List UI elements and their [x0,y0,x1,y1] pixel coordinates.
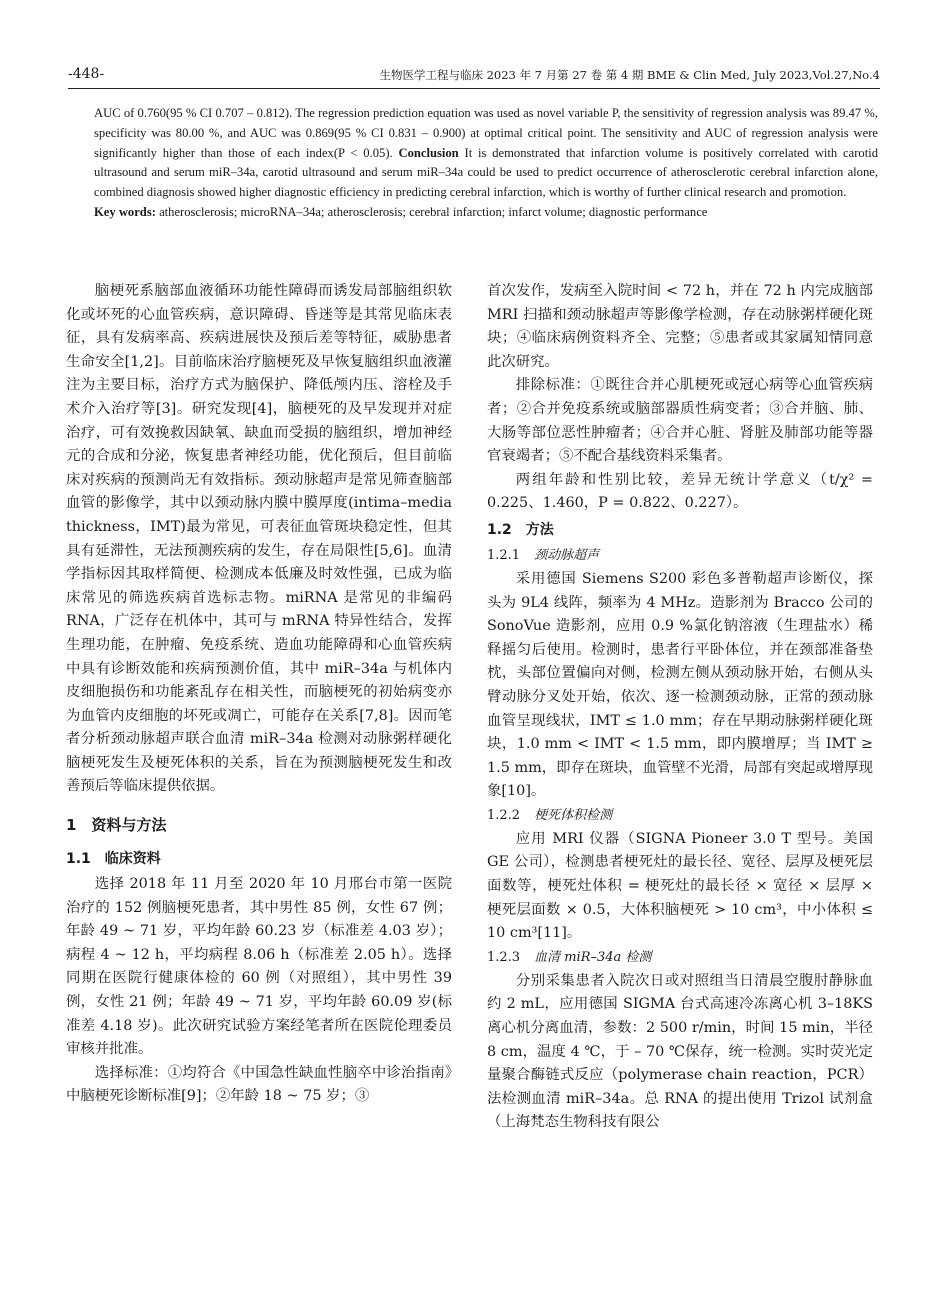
journal-citation: 生物医学工程与临床 2023 年 7 月第 27 卷 第 4 期 BME & Clin Med, July 2023,Vol.27,No.4 [379,68,880,82]
keywords-label: Key words: [94,204,156,219]
page-number: -448- [68,66,105,82]
left-column [66,280,452,1109]
mri-paragraph: 应用 MRI 仪器（SIGNA Pioneer 3.0 T 型号。美国 GE 公司），检测患者梗死灶的最长径、宽径、层厚及梗死层面数等，梗死灶体积 = 梗死灶的最长径 × 宽径 × 层厚 × 梗死层面数 × 0.5，大体积脑梗死 > 10 cm³，中小体积 ≤ 10 cm³[11]。 [487,830,873,942]
subsubsection-title: 血清 miR–34a 检测 [534,949,652,965]
subsubsection-number: 1.2.2 [487,807,521,823]
keywords-text: atherosclerosis; microRNA–34a; atherosclerosis; cerebral infarction; infarct volume; diagnostic performance [155,204,708,219]
section-heading-methods: 1 资料与方法 [66,816,167,835]
clinical-data-paragraph: 选择 2018 年 11 月至 2020 年 10 月邢台市第一医院治疗的 152 例脑梗死患者，其中男性 85 例，女性 67 例；年龄 49 ~ 71 岁，平均年龄 60.23 岁（标准差 4.03 岁）；病程 4 ~ 12 h，平均病程 8.06 h（标准差 2.05 h）。选择同期在医院行健康体检的 60 例（对照组），其中男性 39 例，女性 21 例；年龄 49 ~ 71 岁，平均年龄 60.09 岁(标准差 4.18 岁)。此次研究试验方案经笔者所在医院伦理委员审核并批准。 [66,876,452,1058]
abstract-block [94,104,878,223]
abstract-results: AUC of 0.760(95 % CI 0.707 – 0.812). The regression prediction equation was used as novel variable P, the sensitivity of regression analysis was 89.47 %, specificity was 80.00 %, and AUC was 0.869(95 % CI 0.831 – 0.900) at optimal critical point. The sensitivity and AUC of regression analysis were significantly higher than those of each index(P < 0.05). [94,106,878,160]
subsection-heading-clinical: 1.1 临床资料 [66,851,161,868]
subsubsection-heading-ultrasound [487,544,873,568]
exclusion-criteria-paragraph: 排除标准：①既往合并心肌梗死或冠心病等心血管疾病者；②合并免疫系统或脑部器质性病变者；③合并脑、肺、大肠等部位恶性肿瘤者；④合并心脏、肾脏及肺部功能等器官衰竭者；⑤不配合基线资料采集者。 [487,377,873,465]
intro-paragraph: 脑梗死系脑部血液循环功能性障碍而诱发局部脑组织软化或坏死的心血管疾病，意识障碍、昏迷等是其常见临床表征，具有发病率高、疾病进展快及预后差等特征，威胁患者生命安全[1,2]。目前临床治疗脑梗死及早恢复脑组织血液灌注为主要目标，治疗方式为脑保护、降低颅内压、溶栓及手术介入治疗等[3]。研究发现[4]，脑梗死的及早发现并对症治疗，可有效挽救因缺氧、缺血而受损的脑组织，增加神经元的合成和分泌，恢复患者神经功能，优化预后，但目前临床对疾病的预测尚无有效指标。颈动脉超声是常见筛查脑部血管的影像学，其中以颈动脉内膜中膜厚度(intima–media thickness，IMT)最为常见，可表征血管斑块稳定性，但其具有延滞性，无法预测疾病的发生，存在局限性[5,6]。血清学指标因其取样简便、检测成本低廉及时效性强，已成为临床常见的筛选疾病首选标志物。miRNA 是常见的非编码 RNA，广泛存在机体中，其可与 mRNA 特异性结合，发挥生理功能，在肿瘤、免疫系统、造血功能障碍和心血管疾病中具有诊断效能和疾病预测价值，其中 miR–34a 与机体内皮细胞损伤和功能紊乱存在相关性，而脑梗死的初始病变亦为血管内皮细胞的坏死或凋亡，可能存在关系[7,8]。因而笔者分析颈动脉超声联合血清 miR–34a 检测对动脉粥样硬化脑梗死发生及梗死体积的关系，旨在为预测脑梗死发生和改善预后等临床提供依据。 [66,283,452,795]
keywords-line [94,203,878,223]
group-comparison-paragraph: 两组年龄和性别比较，差异无统计学意义（t/χ² = 0.225、1.460，P = 0.822、0.227）。 [487,471,873,512]
inclusion-criteria-continued: 首次发作，发病至入院时间 < 72 h，并在 72 h 内完成脑部 MRI 扫描和颈动脉超声等影像学检测，存在动脉粥样硬化斑块；④临床病例资料齐全、完整；⑤患者或其家属知情同意此次研究。 [487,283,873,370]
inclusion-criteria-paragraph: 选择标准：①均符合《中国急性缺血性脑卒中诊治指南》中脑梗死诊断标准[9]；②年龄 18 ~ 75 岁；③ [66,1064,452,1105]
abstract-paragraph [94,104,878,203]
abstract-conclusion: It is demonstrated that infarction volume is positively correlated with carotid ultrasound and serum miR–34a, carotid ultrasound and serum miR–34a could be used to predict occurrence of atherosclerotic cerebral infarction alone, combined diagnosis showed higher diagnostic efficiency in predicting cerebral infarction, which is worthy of further clinical research and promotion. [94,145,879,200]
subsubsection-number: 1.2.3 [487,949,521,965]
ultrasound-paragraph: 采用德国 Siemens S200 彩色多普勒超声诊断仪，探头为 9L4 线阵，频率为 4 MHz。造影剂为 Bracco 公司的 SonoVue 造影剂，应用 0.9 %氯化钠溶液（生理盐水）稀释摇匀后使用。检测时，患者行平卧体位，并在颈部准备垫枕，头部位置偏向对侧，检测左侧从颈动脉开始，右侧从头臂动脉分叉处开始，依次、逐一检测颈动脉，正常的颈动脉血管呈现线状，IMT ≤ 1.0 mm；存在早期动脉粥样硬化斑块，1.0 mm < IMT < 1.5 mm，即内膜增厚；当 IMT ≥ 1.5 mm，即存在斑块，血管壁不光滑，局部有突起或增厚现象[10]。 [487,570,873,800]
subsection-heading-method: 1.2 方法 [487,521,554,538]
serum-paragraph: 分别采集患者入院次日或对照组当日清晨空腹肘静脉血约 2 mL，应用德国 SIGMA 台式高速冷冻离心机 3–18KS 离心机分离血清，参数：2 500 r/min，时间 15 min，半径 8 cm，温度 4 ℃，于 – 70 ℃保存，统一检测。实时荧光定量聚合酶链式反应（polymerase chain reaction，PCR）法检测血清 miR–34a。总 RNA 的提出使用 Trizol 试剂盒（上海梵态生物科技有限公 [487,972,873,1131]
subsubsection-heading-infarct-volume [487,804,873,828]
right-column [487,280,873,1135]
subsubsection-title: 颈动脉超声 [534,547,600,563]
subsubsection-heading-serum [487,946,873,970]
page-header [68,62,880,89]
conclusion-label: Conclusion [398,145,459,160]
subsubsection-title: 梗死体积检测 [534,807,613,823]
subsubsection-number: 1.2.1 [487,547,521,563]
